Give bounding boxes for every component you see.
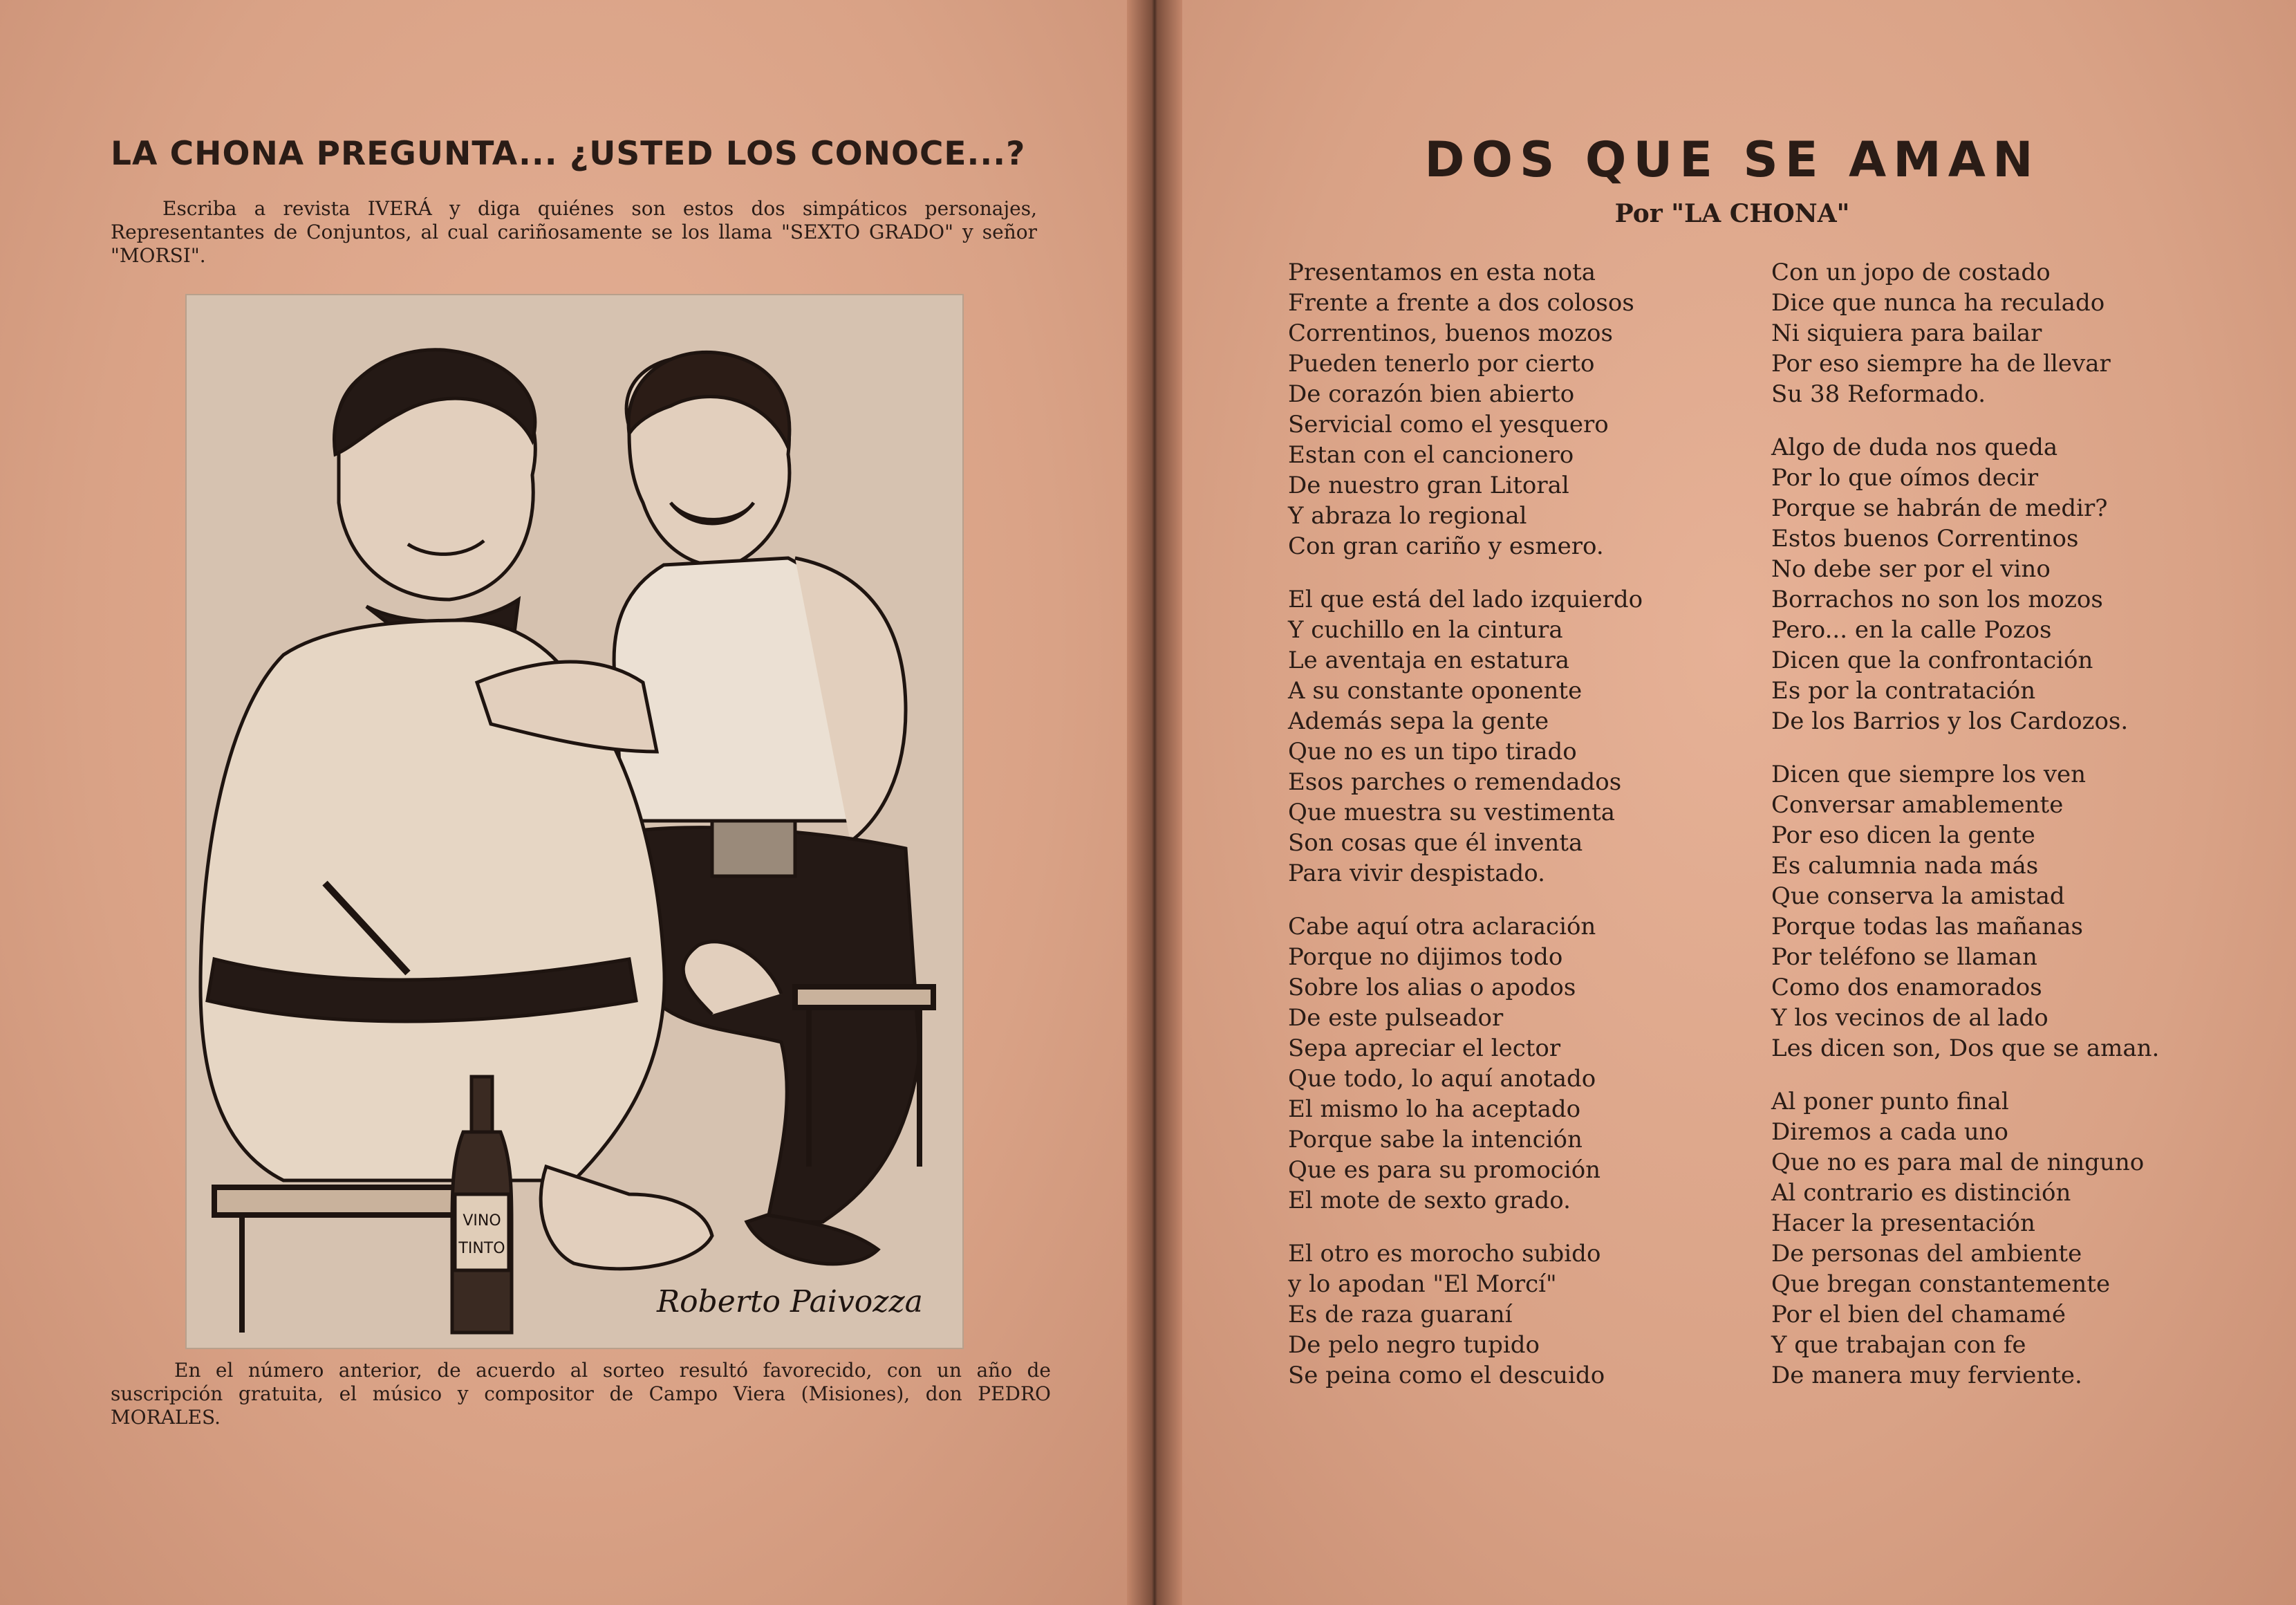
poem-title: DOS QUE SE AMAN xyxy=(1424,131,2040,188)
poem-line: Por eso dicen la gente xyxy=(1771,822,2035,849)
poem-line: Su 38 Reformado. xyxy=(1771,380,1986,408)
poem-line: Para vivir despistado. xyxy=(1288,860,1545,887)
poem-line: Presentamos en esta nota xyxy=(1288,259,1596,286)
poem-line: Conversar amablemente xyxy=(1771,791,2064,819)
poem-line: A su constante oponente xyxy=(1288,677,1583,705)
stanza xyxy=(1771,257,2255,409)
left-page-intro: Escriba a revista IVERÁ y diga quiénes son estos dos simpáticos personajes, Representantes de Conjuntos, al cual cariñosamente se los llama "SEXTO GRADO" y señor "MORSI". xyxy=(111,197,1037,267)
poem-line: Dice que nunca ha reculado xyxy=(1771,289,2105,317)
poem-line: Y cuchillo en la cintura xyxy=(1288,616,1563,644)
poem-line: De este pulseador xyxy=(1288,1004,1504,1032)
poem-line: Al poner punto final xyxy=(1771,1088,2009,1115)
poem-line: Y que trabajan con fe xyxy=(1771,1331,2026,1359)
poem-line: Por lo que oímos decir xyxy=(1771,464,2039,492)
poem-line: Porque sabe la intención xyxy=(1288,1126,1583,1153)
poem-line: Ni siquiera para bailar xyxy=(1771,319,2042,347)
poem-line: Y abraza lo regional xyxy=(1288,502,1527,530)
poem-line: Es de raza guaraní xyxy=(1288,1301,1513,1328)
poem-line: Estan con el cancionero xyxy=(1288,441,1574,469)
poem-line: Estos buenos Correntinos xyxy=(1771,525,2079,553)
poem-line: Que bregan constantemente xyxy=(1771,1270,2111,1298)
poem-line: Frente a frente a dos colosos xyxy=(1288,289,1634,317)
poem-line: Que todo, lo aquí anotado xyxy=(1288,1065,1596,1093)
stanza xyxy=(1288,911,1765,1216)
poem-line: Diremos a cada uno xyxy=(1771,1118,2008,1146)
poem-line: No debe ser por el vino xyxy=(1771,555,2051,583)
poem-column-2 xyxy=(1771,257,2255,1413)
caricature-illustration xyxy=(185,294,964,1349)
poem-line: Por el bien del chamamé xyxy=(1771,1301,2066,1328)
poem-line: Correntinos, buenos mozos xyxy=(1288,319,1613,347)
poem-column-1 xyxy=(1288,257,1765,1413)
poem-line: Es calumnia nada más xyxy=(1771,852,2039,880)
poem-line: Es por la contratación xyxy=(1771,677,2036,705)
poem-line: Que no es para mal de ninguno xyxy=(1771,1149,2145,1176)
poem-line: Esos parches o remendados xyxy=(1288,768,1622,796)
poem-line: Dicen que siempre los ven xyxy=(1771,761,2087,788)
poem-line: Hacer la presentación xyxy=(1771,1209,2035,1237)
poem-line: Se peina como el descuido xyxy=(1288,1362,1605,1389)
poem-line: Dicen que la confrontación xyxy=(1771,647,2093,674)
poem-line: Cabe aquí otra aclaración xyxy=(1288,913,1596,940)
poem-line: Con un jopo de costado xyxy=(1771,259,2051,286)
stanza xyxy=(1771,432,2255,736)
poem-line: Por eso siempre ha de llevar xyxy=(1771,350,2111,378)
caricature-drawing xyxy=(187,295,962,1348)
poem-line: El otro es morocho subido xyxy=(1288,1240,1601,1268)
poem-line: Pero... en la calle Pozos xyxy=(1771,616,2052,644)
bottle-label-top: VINO xyxy=(463,1212,501,1230)
poem-line: De personas del ambiente xyxy=(1771,1240,2082,1268)
poem-line: Sepa apreciar el lector xyxy=(1288,1035,1561,1062)
poem-line: Además sepa la gente xyxy=(1288,707,1549,735)
poem-line: Le aventaja en estatura xyxy=(1288,647,1569,674)
artist-signature: Roberto Paivozza xyxy=(657,1284,923,1319)
stanza xyxy=(1288,584,1765,889)
poem-line: Con gran cariño y esmero. xyxy=(1288,532,1604,560)
poem-byline: Por "LA CHONA" xyxy=(1614,199,1850,228)
poem-line: Por teléfono se llaman xyxy=(1771,943,2037,971)
poem-line: Que no es un tipo tirado xyxy=(1288,738,1577,766)
poem-line: Que muestra su vestimenta xyxy=(1288,799,1616,826)
poem-line: De pelo negro tupido xyxy=(1288,1331,1540,1359)
poem-line: Porque no dijimos todo xyxy=(1288,943,1563,971)
poem-line: y lo apodan "El Morcí" xyxy=(1288,1270,1557,1298)
poem-line: Porque se habrán de medir? xyxy=(1771,494,2108,522)
poem-line: Borrachos no son los mozos xyxy=(1771,586,2103,613)
bottle-label-bottom: TINTO xyxy=(458,1240,505,1257)
poem-line: Servicial como el yesquero xyxy=(1288,411,1609,438)
poem-line: Y los vecinos de al lado xyxy=(1771,1004,2048,1032)
stanza xyxy=(1771,1086,2255,1391)
poem-line: De los Barrios y los Cardozos. xyxy=(1771,707,2129,735)
poem-line: Que conserva la amistad xyxy=(1771,882,2065,910)
left-page-title: LA CHONA PREGUNTA... ¿USTED LOS CONOCE...? xyxy=(111,135,1026,173)
poem-line: El mismo lo ha aceptado xyxy=(1288,1095,1581,1123)
stanza xyxy=(1771,759,2255,1064)
poem-line: Algo de duda nos queda xyxy=(1771,434,2058,461)
poem-line: De nuestro gran Litoral xyxy=(1288,472,1569,499)
left-page-caption: En el número anterior, de acuerdo al sorteo resultó favorecido, con un año de suscripción gratuita, el músico y compositor de Campo Viera (Misiones), don PEDRO MORALES. xyxy=(111,1359,1051,1429)
poem-line: De manera muy ferviente. xyxy=(1771,1362,2082,1389)
poem-line: Son cosas que él inventa xyxy=(1288,829,1583,857)
poem-line: Al contrario es distinción xyxy=(1771,1179,2071,1207)
stanza xyxy=(1288,257,1765,562)
poem-line: Que es para su promoción xyxy=(1288,1156,1601,1184)
poem-line: Como dos enamorados xyxy=(1771,974,2042,1001)
poem-line: El que está del lado izquierdo xyxy=(1288,586,1643,613)
poem-line: Sobre los alias o apodos xyxy=(1288,974,1576,1001)
stanza xyxy=(1288,1238,1765,1391)
poem-line: Porque todas las mañanas xyxy=(1771,913,2083,940)
poem-line: Pueden tenerlo por cierto xyxy=(1288,350,1595,378)
poem-line: De corazón bien abierto xyxy=(1288,380,1575,408)
poem-line: Les dicen son, Dos que se aman. xyxy=(1771,1035,2160,1062)
poem-line: El mote de sexto grado. xyxy=(1288,1187,1571,1214)
book-gutter xyxy=(1127,0,1182,1605)
